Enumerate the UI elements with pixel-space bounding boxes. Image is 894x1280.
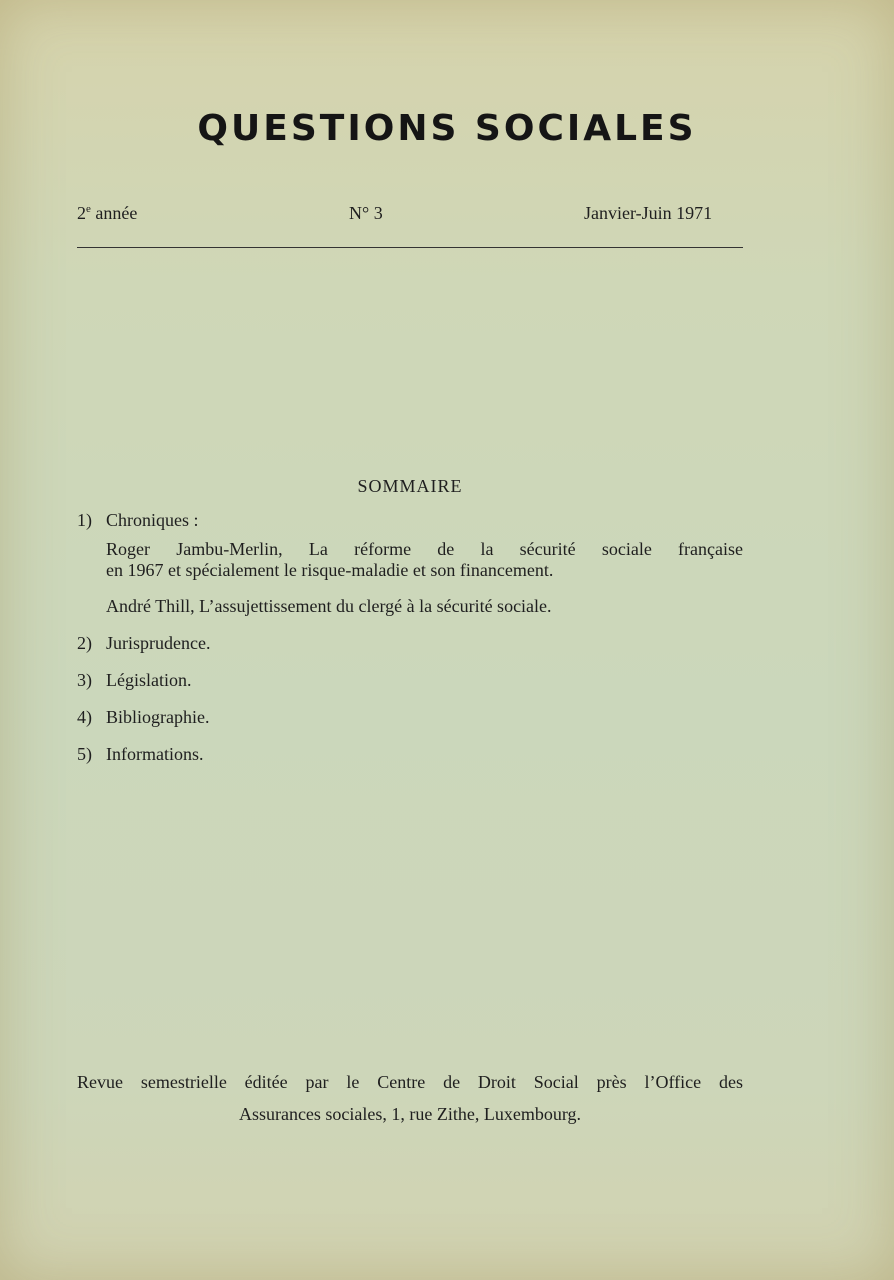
chronique-entry-line: André Thill, L’assujettissement du clergé à la sécurité sociale. <box>106 596 552 616</box>
chronique-entry-line: Roger Jambu-Merlin, La réforme de la sécurité sociale française <box>106 539 743 559</box>
chronique-entry-line: en 1967 et spécialement le risque-maladie et son financement. <box>106 560 554 580</box>
toc-item-number: 1) <box>77 510 92 530</box>
contents-heading: SOMMAIRE <box>357 476 463 496</box>
year-label <box>77 203 137 224</box>
toc-item-label: Informations. <box>106 744 204 764</box>
publisher-note-line: Assurances sociales, 1, rue Zithe, Luxembourg. <box>238 1104 582 1124</box>
toc-item-number: 3) <box>77 670 92 690</box>
issue-period: Janvier-Juin 1971 <box>584 203 713 223</box>
year-suffix: e <box>86 203 91 215</box>
toc-item-label: Jurisprudence. <box>106 633 211 653</box>
year-number: 2 <box>77 203 86 223</box>
toc-item-number: 5) <box>77 744 92 764</box>
toc-item-label: Bibliographie. <box>106 707 210 727</box>
year-word: année <box>95 203 138 223</box>
toc-item-number: 2) <box>77 633 92 653</box>
journal-title: QUESTIONS SOCIALES <box>197 108 697 149</box>
issue-number: N° 3 <box>349 203 383 223</box>
publisher-note-line: Revue semestrielle éditée par le Centre de Droit Social près l’Office des <box>77 1072 743 1092</box>
toc-item-label: Chroniques : <box>106 510 199 530</box>
header-rule <box>77 247 743 248</box>
toc-item-label: Législation. <box>106 670 192 690</box>
toc-item-number: 4) <box>77 707 92 727</box>
